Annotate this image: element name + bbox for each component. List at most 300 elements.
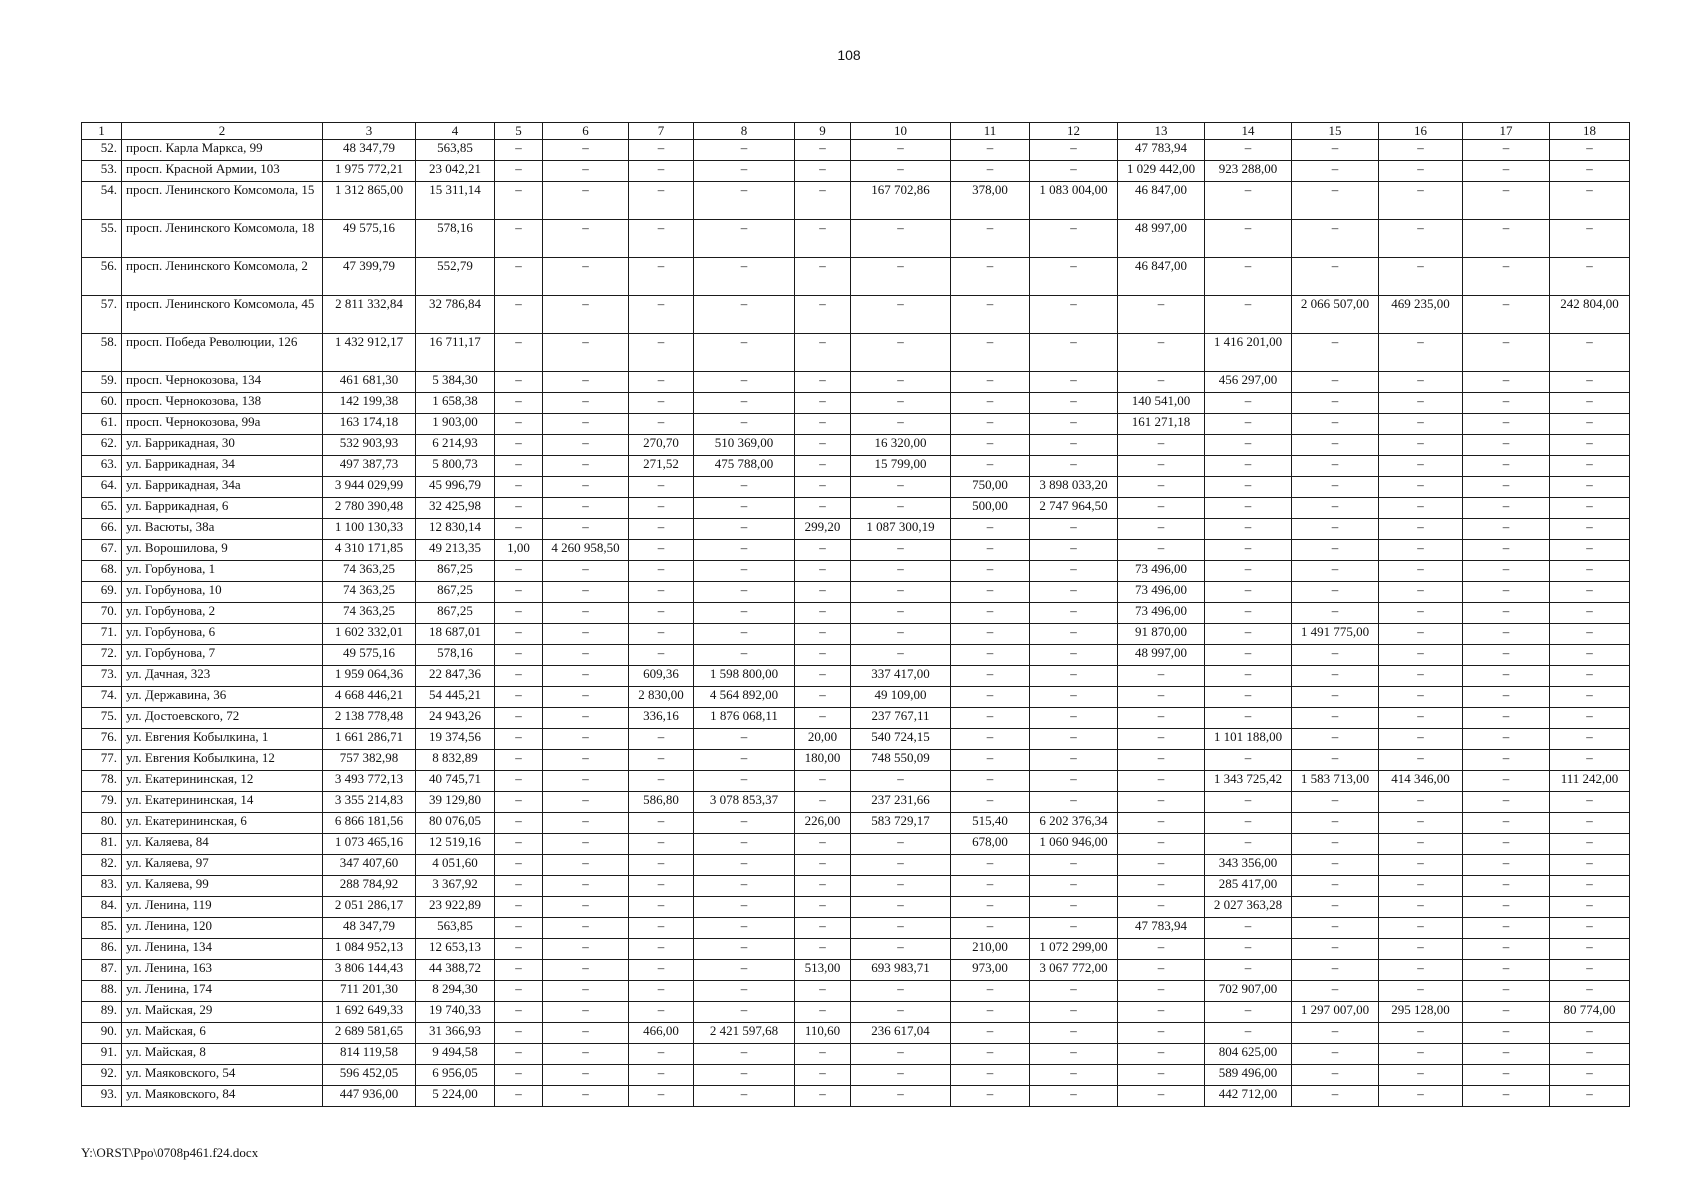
value-cell: –: [1118, 372, 1205, 393]
value-cell: –: [1205, 435, 1292, 456]
value-cell: –: [1463, 897, 1550, 918]
value-cell: –: [951, 1065, 1030, 1086]
value-cell: –: [1030, 750, 1118, 771]
row-number-cell: 61.: [82, 414, 122, 435]
table-row: [82, 435, 1630, 456]
value-cell: –: [1463, 334, 1550, 372]
value-cell: 142 199,38: [323, 393, 416, 414]
value-cell: –: [1292, 939, 1379, 960]
value-cell: –: [951, 666, 1030, 687]
value-cell: –: [1550, 960, 1630, 981]
value-cell: –: [1292, 645, 1379, 666]
value-cell: –: [795, 603, 851, 624]
value-cell: 3 493 772,13: [323, 771, 416, 792]
row-number-cell: 68.: [82, 561, 122, 582]
value-cell: –: [1550, 498, 1630, 519]
value-cell: 12 519,16: [416, 834, 495, 855]
value-cell: –: [1205, 708, 1292, 729]
value-cell: –: [951, 645, 1030, 666]
value-cell: –: [795, 876, 851, 897]
value-cell: –: [629, 1044, 694, 1065]
value-cell: –: [951, 918, 1030, 939]
value-cell: –: [495, 258, 543, 296]
value-cell: 73 496,00: [1118, 561, 1205, 582]
value-cell: 578,16: [416, 645, 495, 666]
value-cell: –: [1292, 687, 1379, 708]
value-cell: –: [1463, 1065, 1550, 1086]
row-number-cell: 85.: [82, 918, 122, 939]
value-cell: –: [694, 897, 795, 918]
address-cell: ул. Васюты, 38а: [122, 519, 323, 540]
value-cell: 1 583 713,00: [1292, 771, 1379, 792]
value-cell: 12 830,14: [416, 519, 495, 540]
value-cell: –: [1379, 729, 1463, 750]
value-cell: –: [1379, 708, 1463, 729]
value-cell: –: [851, 834, 951, 855]
value-cell: –: [495, 1023, 543, 1044]
value-cell: –: [495, 918, 543, 939]
value-cell: –: [795, 708, 851, 729]
value-cell: –: [795, 393, 851, 414]
value-cell: –: [1030, 296, 1118, 334]
value-cell: –: [543, 435, 629, 456]
value-cell: –: [629, 603, 694, 624]
value-cell: 578,16: [416, 220, 495, 258]
value-cell: 285 417,00: [1205, 876, 1292, 897]
value-cell: 2 830,00: [629, 687, 694, 708]
value-cell: –: [1292, 981, 1379, 1002]
table-row: [82, 1044, 1630, 1065]
value-cell: 6 202 376,34: [1030, 813, 1118, 834]
value-cell: –: [694, 981, 795, 1002]
value-cell: –: [495, 519, 543, 540]
value-cell: 32 425,98: [416, 498, 495, 519]
value-cell: –: [795, 981, 851, 1002]
row-number-cell: 59.: [82, 372, 122, 393]
value-cell: –: [1118, 540, 1205, 561]
value-cell: 3 355 214,83: [323, 792, 416, 813]
value-cell: –: [543, 1065, 629, 1086]
value-cell: 1 432 912,17: [323, 334, 416, 372]
value-cell: –: [1030, 981, 1118, 1002]
value-cell: –: [543, 666, 629, 687]
value-cell: 2 027 363,28: [1205, 897, 1292, 918]
value-cell: 1,00: [495, 540, 543, 561]
value-cell: –: [1463, 708, 1550, 729]
value-cell: –: [1379, 1023, 1463, 1044]
value-cell: –: [1205, 582, 1292, 603]
address-cell: ул. Горбунова, 6: [122, 624, 323, 645]
value-cell: –: [543, 645, 629, 666]
value-cell: –: [629, 334, 694, 372]
value-cell: –: [495, 456, 543, 477]
value-cell: 469 235,00: [1379, 296, 1463, 334]
row-number-cell: 66.: [82, 519, 122, 540]
table-row: [82, 603, 1630, 624]
table-row: [82, 519, 1630, 540]
value-cell: –: [1292, 666, 1379, 687]
value-cell: –: [951, 140, 1030, 161]
value-cell: 337 417,00: [851, 666, 951, 687]
value-cell: –: [1205, 561, 1292, 582]
value-cell: –: [1463, 918, 1550, 939]
value-cell: –: [795, 140, 851, 161]
value-cell: –: [694, 1044, 795, 1065]
value-cell: –: [1463, 666, 1550, 687]
value-cell: –: [1292, 393, 1379, 414]
value-cell: –: [1292, 435, 1379, 456]
value-cell: –: [1379, 834, 1463, 855]
value-cell: 347 407,60: [323, 855, 416, 876]
value-cell: –: [1030, 687, 1118, 708]
value-cell: –: [1550, 1023, 1630, 1044]
value-cell: 1 072 299,00: [1030, 939, 1118, 960]
row-number-cell: 74.: [82, 687, 122, 708]
row-number-cell: 91.: [82, 1044, 122, 1065]
value-cell: –: [1463, 981, 1550, 1002]
column-header: 1: [82, 123, 122, 140]
value-cell: –: [694, 729, 795, 750]
value-cell: –: [795, 540, 851, 561]
value-cell: –: [1463, 519, 1550, 540]
value-cell: –: [1118, 435, 1205, 456]
value-cell: –: [495, 161, 543, 182]
value-cell: 513,00: [795, 960, 851, 981]
value-cell: 19 374,56: [416, 729, 495, 750]
value-cell: 3 898 033,20: [1030, 477, 1118, 498]
value-cell: –: [1030, 140, 1118, 161]
value-cell: –: [495, 561, 543, 582]
value-cell: –: [851, 296, 951, 334]
value-cell: –: [543, 1002, 629, 1023]
value-cell: –: [495, 897, 543, 918]
value-cell: –: [495, 498, 543, 519]
address-cell: просп. Карла Маркса, 99: [122, 140, 323, 161]
row-number-cell: 72.: [82, 645, 122, 666]
value-cell: –: [1118, 296, 1205, 334]
value-cell: –: [629, 876, 694, 897]
value-cell: 447 936,00: [323, 1086, 416, 1107]
value-cell: –: [694, 334, 795, 372]
value-cell: –: [629, 393, 694, 414]
row-number-cell: 57.: [82, 296, 122, 334]
value-cell: 1 692 649,33: [323, 1002, 416, 1023]
value-cell: 3 367,92: [416, 876, 495, 897]
value-cell: 702 907,00: [1205, 981, 1292, 1002]
value-cell: 163 174,18: [323, 414, 416, 435]
value-cell: 343 356,00: [1205, 855, 1292, 876]
value-cell: –: [1379, 582, 1463, 603]
value-cell: –: [694, 258, 795, 296]
value-cell: 693 983,71: [851, 960, 951, 981]
value-cell: –: [1550, 918, 1630, 939]
value-cell: –: [1463, 540, 1550, 561]
value-cell: –: [1030, 582, 1118, 603]
value-cell: 74 363,25: [323, 603, 416, 624]
address-cell: ул. Екатерининская, 6: [122, 813, 323, 834]
table-row: [82, 1065, 1630, 1086]
value-cell: –: [694, 182, 795, 220]
value-cell: –: [951, 750, 1030, 771]
value-cell: –: [1463, 729, 1550, 750]
value-cell: –: [1379, 477, 1463, 498]
value-cell: –: [1205, 456, 1292, 477]
value-cell: 497 387,73: [323, 456, 416, 477]
data-table: [81, 122, 1630, 1107]
value-cell: –: [795, 771, 851, 792]
value-cell: –: [1205, 834, 1292, 855]
value-cell: 5 384,30: [416, 372, 495, 393]
address-cell: просп. Ленинского Комсомола, 2: [122, 258, 323, 296]
value-cell: –: [1463, 687, 1550, 708]
value-cell: 91 870,00: [1118, 624, 1205, 645]
value-cell: –: [1118, 981, 1205, 1002]
row-number-cell: 75.: [82, 708, 122, 729]
value-cell: 1 975 772,21: [323, 161, 416, 182]
value-cell: –: [1550, 897, 1630, 918]
address-cell: просп. Чернокозова, 134: [122, 372, 323, 393]
value-cell: –: [1292, 918, 1379, 939]
value-cell: –: [1550, 624, 1630, 645]
value-cell: –: [629, 771, 694, 792]
value-cell: 39 129,80: [416, 792, 495, 813]
column-header: 16: [1379, 123, 1463, 140]
value-cell: –: [1118, 960, 1205, 981]
column-header: 17: [1463, 123, 1550, 140]
value-cell: –: [951, 519, 1030, 540]
value-cell: –: [629, 1002, 694, 1023]
value-cell: –: [795, 855, 851, 876]
table-row: [82, 456, 1630, 477]
value-cell: –: [543, 960, 629, 981]
value-cell: –: [1550, 519, 1630, 540]
value-cell: –: [1292, 876, 1379, 897]
value-cell: –: [1550, 981, 1630, 1002]
value-cell: 2 138 778,48: [323, 708, 416, 729]
address-cell: ул. Баррикадная, 34: [122, 456, 323, 477]
value-cell: –: [1030, 1086, 1118, 1107]
value-cell: 867,25: [416, 561, 495, 582]
value-cell: –: [951, 561, 1030, 582]
address-cell: ул. Баррикадная, 34а: [122, 477, 323, 498]
value-cell: –: [1463, 296, 1550, 334]
value-cell: –: [629, 182, 694, 220]
value-cell: –: [495, 729, 543, 750]
value-cell: –: [495, 876, 543, 897]
value-cell: –: [1550, 834, 1630, 855]
value-cell: 804 625,00: [1205, 1044, 1292, 1065]
value-cell: –: [1463, 1044, 1550, 1065]
value-cell: –: [1030, 1044, 1118, 1065]
value-cell: –: [1118, 498, 1205, 519]
value-cell: 23 042,21: [416, 161, 495, 182]
value-cell: –: [1550, 813, 1630, 834]
value-cell: –: [495, 834, 543, 855]
value-cell: 111 242,00: [1550, 771, 1630, 792]
value-cell: 973,00: [951, 960, 1030, 981]
value-cell: –: [543, 603, 629, 624]
value-cell: –: [851, 220, 951, 258]
value-cell: –: [1463, 393, 1550, 414]
value-cell: –: [694, 414, 795, 435]
value-cell: –: [1379, 687, 1463, 708]
table-row: [82, 372, 1630, 393]
table-row: [82, 939, 1630, 960]
value-cell: –: [795, 477, 851, 498]
value-cell: –: [1379, 750, 1463, 771]
value-cell: –: [543, 161, 629, 182]
value-cell: –: [851, 981, 951, 1002]
value-cell: –: [1550, 603, 1630, 624]
value-cell: –: [1030, 161, 1118, 182]
value-cell: –: [694, 750, 795, 771]
value-cell: –: [629, 624, 694, 645]
value-cell: –: [851, 498, 951, 519]
value-cell: –: [1379, 1065, 1463, 1086]
value-cell: –: [1379, 161, 1463, 182]
value-cell: –: [1205, 1002, 1292, 1023]
value-cell: 46 847,00: [1118, 182, 1205, 220]
table-header-row: [82, 123, 1630, 140]
value-cell: –: [543, 498, 629, 519]
value-cell: –: [1379, 981, 1463, 1002]
value-cell: –: [543, 897, 629, 918]
value-cell: 1 658,38: [416, 393, 495, 414]
value-cell: –: [1463, 435, 1550, 456]
table-row: [82, 666, 1630, 687]
value-cell: 583 729,17: [851, 813, 951, 834]
value-cell: –: [1292, 140, 1379, 161]
value-cell: –: [1379, 372, 1463, 393]
value-cell: –: [1030, 624, 1118, 645]
value-cell: –: [1463, 834, 1550, 855]
value-cell: –: [1205, 624, 1292, 645]
value-cell: 49 213,35: [416, 540, 495, 561]
value-cell: –: [1205, 519, 1292, 540]
row-number-cell: 73.: [82, 666, 122, 687]
value-cell: 47 783,94: [1118, 140, 1205, 161]
value-cell: –: [495, 1044, 543, 1065]
value-cell: –: [1550, 414, 1630, 435]
value-cell: –: [694, 519, 795, 540]
value-cell: –: [1292, 708, 1379, 729]
row-number-cell: 63.: [82, 456, 122, 477]
value-cell: 16 711,17: [416, 334, 495, 372]
address-cell: ул. Евгения Кобылкина, 1: [122, 729, 323, 750]
address-cell: ул. Дачная, 323: [122, 666, 323, 687]
value-cell: –: [694, 393, 795, 414]
value-cell: 1 101 188,00: [1205, 729, 1292, 750]
value-cell: –: [1463, 645, 1550, 666]
value-cell: 1 661 286,71: [323, 729, 416, 750]
value-cell: 49 575,16: [323, 220, 416, 258]
value-cell: –: [1379, 140, 1463, 161]
value-cell: 1 100 130,33: [323, 519, 416, 540]
value-cell: –: [1550, 708, 1630, 729]
value-cell: 40 745,71: [416, 771, 495, 792]
value-cell: –: [1205, 603, 1292, 624]
column-header: 11: [951, 123, 1030, 140]
value-cell: –: [495, 855, 543, 876]
value-cell: –: [1205, 477, 1292, 498]
value-cell: –: [1118, 729, 1205, 750]
value-cell: 288 784,92: [323, 876, 416, 897]
value-cell: –: [1292, 456, 1379, 477]
value-cell: –: [1463, 372, 1550, 393]
row-number-cell: 69.: [82, 582, 122, 603]
value-cell: –: [694, 834, 795, 855]
value-cell: –: [694, 1002, 795, 1023]
row-number-cell: 55.: [82, 220, 122, 258]
address-cell: ул. Каляева, 97: [122, 855, 323, 876]
value-cell: 48 997,00: [1118, 220, 1205, 258]
value-cell: –: [951, 393, 1030, 414]
value-cell: 750,00: [951, 477, 1030, 498]
value-cell: 49 575,16: [323, 645, 416, 666]
value-cell: 1 083 004,00: [1030, 182, 1118, 220]
value-cell: –: [495, 687, 543, 708]
value-cell: –: [851, 1044, 951, 1065]
value-cell: 23 922,89: [416, 897, 495, 918]
value-cell: –: [1379, 334, 1463, 372]
value-cell: –: [543, 334, 629, 372]
address-cell: ул. Баррикадная, 6: [122, 498, 323, 519]
value-cell: –: [795, 918, 851, 939]
value-cell: –: [1205, 939, 1292, 960]
value-cell: –: [1550, 140, 1630, 161]
value-cell: 540 724,15: [851, 729, 951, 750]
row-number-cell: 52.: [82, 140, 122, 161]
value-cell: –: [629, 960, 694, 981]
value-cell: 54 445,21: [416, 687, 495, 708]
value-cell: –: [1463, 414, 1550, 435]
value-cell: –: [795, 435, 851, 456]
value-cell: –: [1118, 792, 1205, 813]
value-cell: –: [1379, 414, 1463, 435]
address-cell: ул. Екатерининская, 12: [122, 771, 323, 792]
column-header: 3: [323, 123, 416, 140]
address-cell: просп. Чернокозова, 99а: [122, 414, 323, 435]
value-cell: –: [795, 296, 851, 334]
value-cell: –: [495, 813, 543, 834]
value-cell: 48 347,79: [323, 918, 416, 939]
value-cell: 678,00: [951, 834, 1030, 855]
address-cell: ул. Екатерининская, 14: [122, 792, 323, 813]
value-cell: –: [694, 1065, 795, 1086]
table-row: [82, 561, 1630, 582]
value-cell: –: [1379, 666, 1463, 687]
table-row: [82, 540, 1630, 561]
address-cell: ул. Маяковского, 84: [122, 1086, 323, 1107]
value-cell: –: [1030, 414, 1118, 435]
value-cell: –: [495, 435, 543, 456]
column-header: 10: [851, 123, 951, 140]
table-row: [82, 296, 1630, 334]
value-cell: –: [543, 519, 629, 540]
address-cell: ул. Баррикадная, 30: [122, 435, 323, 456]
value-cell: –: [851, 1002, 951, 1023]
value-cell: 140 541,00: [1118, 393, 1205, 414]
table-row: [82, 220, 1630, 258]
value-cell: –: [851, 540, 951, 561]
value-cell: –: [543, 582, 629, 603]
row-number-cell: 86.: [82, 939, 122, 960]
value-cell: –: [1292, 258, 1379, 296]
value-cell: 6 866 181,56: [323, 813, 416, 834]
value-cell: –: [1118, 897, 1205, 918]
row-number-cell: 89.: [82, 1002, 122, 1023]
address-cell: ул. Державина, 36: [122, 687, 323, 708]
